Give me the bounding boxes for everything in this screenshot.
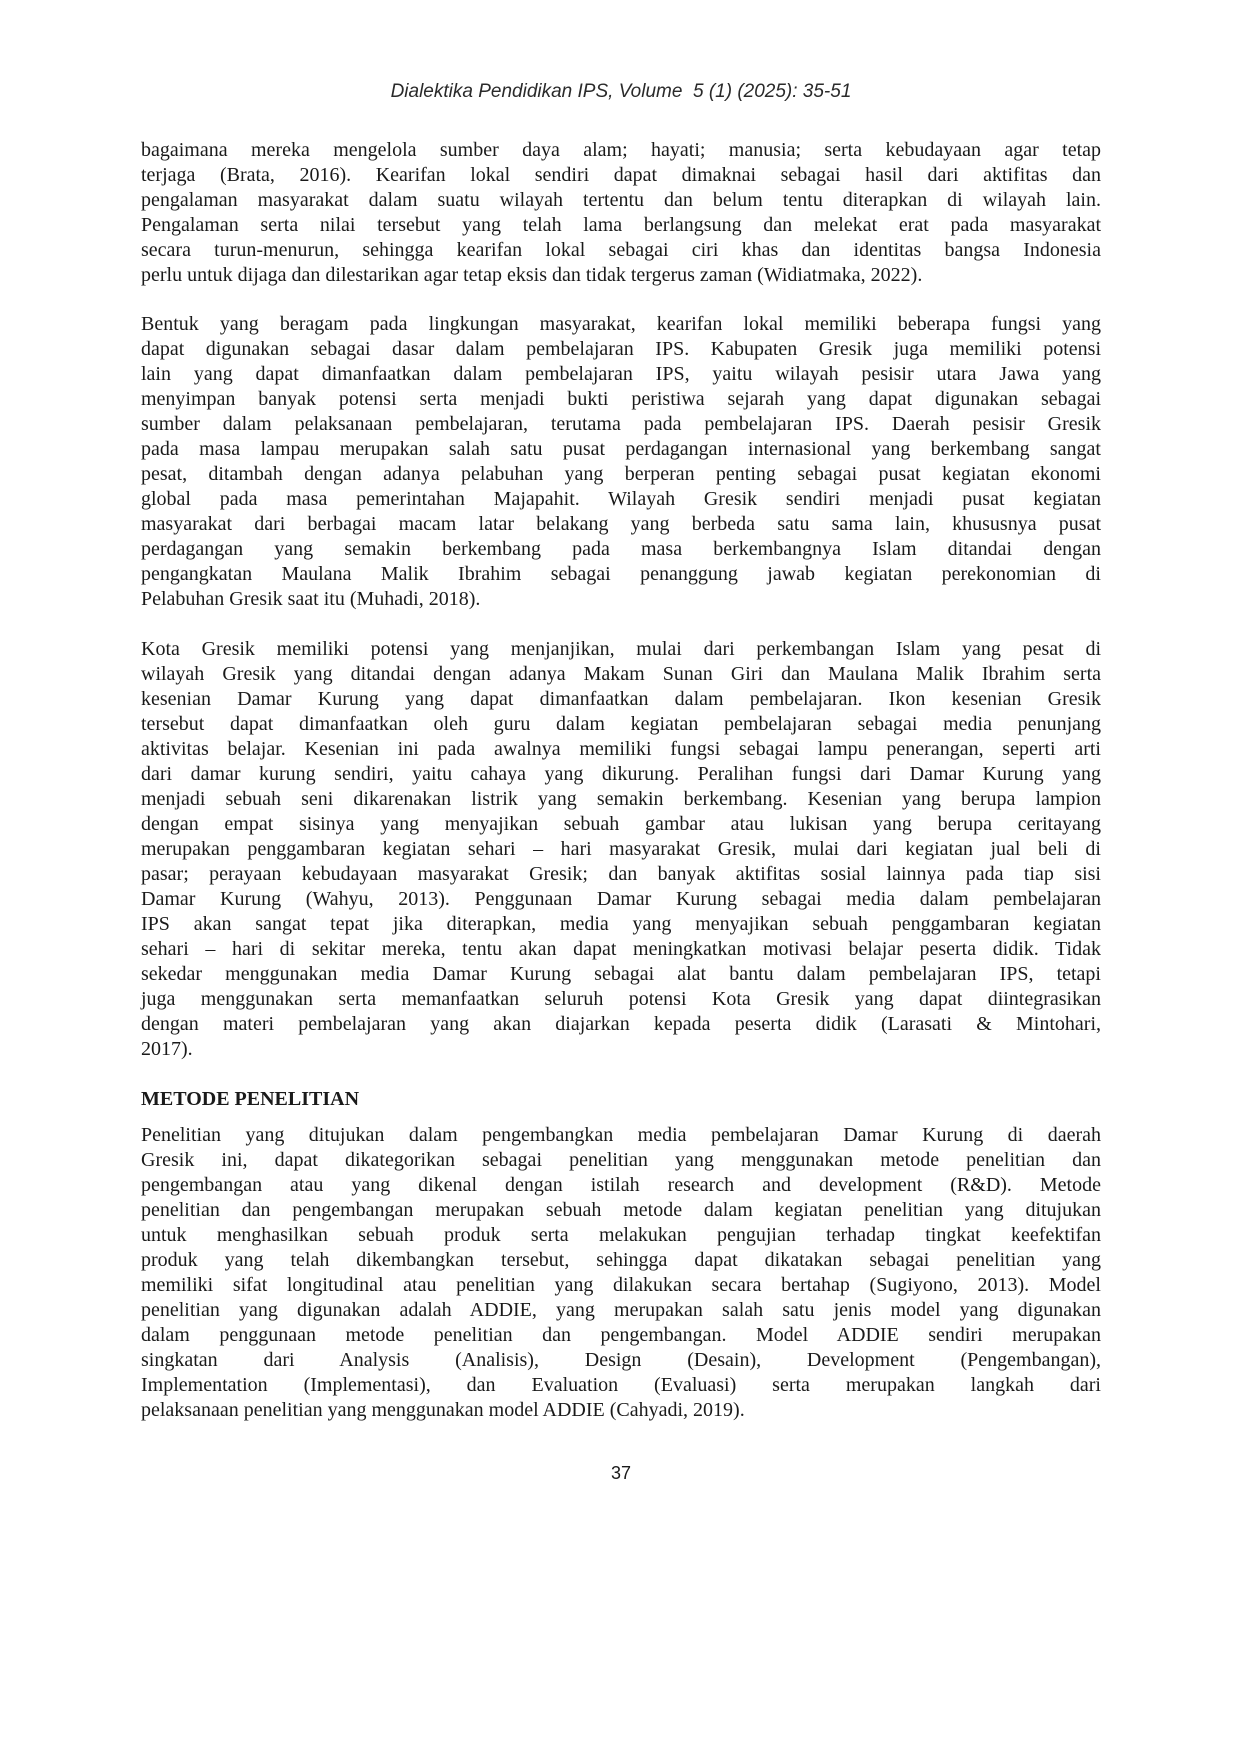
- paragraph-line: 2017).: [141, 1038, 193, 1060]
- paragraph-line: penelitian yang digunakan adalah ADDIE, yang merupakan salah satu jenis model yang digunakan: [141, 1299, 1101, 1321]
- paragraph-line: global pada masa pemerintahan Majapahit. Wilayah Gresik sendiri menjadi pusat kegiatan: [141, 488, 1101, 510]
- paragraph-line: memiliki sifat longitudinal atau penelitian yang dilakukan secara bertahap (Sugiyono, 2013). Model: [141, 1274, 1101, 1296]
- paragraph: [141, 637, 1101, 1062]
- paragraph-line: pada masa lampau merupakan salah satu pusat perdagangan internasional yang berkembang sangat: [141, 438, 1101, 460]
- paragraph-line: menyimpan banyak potensi serta menjadi bukti peristiwa sejarah yang dapat digunakan sebagai: [141, 388, 1101, 410]
- paragraph-line: dari damar kurung sendiri, yaitu cahaya yang dikurung. Peralihan fungsi dari Damar Kurung yang: [141, 763, 1101, 785]
- paragraph-line: sumber dalam pelaksanaan pembelajaran, terutama pada pembelajaran IPS. Daerah pesisir Gresik: [141, 413, 1101, 435]
- paragraph-line: masyarakat dari berbagai macam latar belakang yang berbeda satu sama lain, khususnya pusat: [141, 513, 1101, 535]
- paragraph-line: Penelitian yang ditujukan dalam pengembangkan media pembelajaran Damar Kurung di daerah: [141, 1124, 1101, 1146]
- paragraph-line: Kota Gresik memiliki potensi yang menjanjikan, mulai dari perkembangan Islam yang pesat di: [141, 638, 1101, 660]
- paragraph-line: produk yang telah dikembangkan tersebut, sehingga dapat dikatakan sebagai penelitian yang: [141, 1249, 1101, 1271]
- paragraph-line: pengembangan atau yang dikenal dengan istilah research and development (R&D). Metode: [141, 1174, 1101, 1196]
- paragraph-line: pasar; perayaan kebudayaan masyarakat Gresik; dan banyak aktifitas sosial lainnya pada tiap sisi: [141, 863, 1101, 885]
- paragraph-line: bagaimana mereka mengelola sumber daya alam; hayati; manusia; serta kebudayaan agar tetap: [141, 139, 1101, 161]
- running-header: Dialektika Pendidikan IPS, Volume 5 (1) (2025): 35-51: [390, 81, 852, 102]
- paragraph-line: dalam penggunaan metode penelitian dan pengembangan. Model ADDIE sendiri merupakan: [141, 1324, 1101, 1346]
- paragraph-line: pengalaman masyarakat dalam suatu wilayah tertentu dan belum tentu diterapkan di wilayah lain.: [141, 189, 1101, 211]
- paragraph-line: dengan materi pembelajaran yang akan diajarkan kepada peserta didik (Larasati & Mintohari,: [141, 1013, 1101, 1035]
- paragraph-line: wilayah Gresik yang ditandai dengan adanya Makam Sunan Giri dan Maulana Malik Ibrahim serta: [141, 663, 1101, 685]
- paragraph-line: kesenian Damar Kurung yang dapat dimanfaatkan dalam pembelajaran. Ikon kesenian Gresik: [141, 688, 1101, 710]
- paragraph: [141, 138, 1101, 288]
- paragraph-line: dapat digunakan sebagai dasar dalam pembelajaran IPS. Kabupaten Gresik juga memiliki potensi: [141, 338, 1101, 360]
- paragraph-line: Pengalaman serta nilai tersebut yang telah lama berlangsung dan melekat erat pada masyarakat: [141, 214, 1101, 236]
- paragraph-line: sekedar menggunakan media Damar Kurung sebagai alat bantu dalam pembelajaran IPS, tetapi: [141, 963, 1101, 985]
- page-number: 37: [610, 1463, 632, 1483]
- paragraph-line: merupakan penggambaran kegiatan sehari – hari masyarakat Gresik, mulai dari kegiatan jual beli di: [141, 838, 1101, 860]
- paragraph-line: dengan empat sisinya yang menyajikan sebuah gambar atau lukisan yang berupa ceritayang: [141, 813, 1101, 835]
- paragraph-line: IPS akan sangat tepat jika diterapkan, media yang menyajikan sebuah penggambaran kegiatan: [141, 913, 1101, 935]
- paragraph-line: perdagangan yang semakin berkembang pada masa berkembangnya Islam ditandai dengan: [141, 538, 1101, 560]
- paragraph-line: sehari – hari di sekitar mereka, tentu akan dapat meningkatkan motivasi belajar peserta didik. Tidak: [141, 938, 1101, 960]
- paragraph-line: Implementation (Implementasi), dan Evaluation (Evaluasi) serta merupakan langkah dari: [141, 1374, 1101, 1396]
- paragraph-line: penelitian dan pengembangan merupakan sebuah metode dalam kegiatan penelitian yang ditujukan: [141, 1199, 1101, 1221]
- paragraph-line: Bentuk yang beragam pada lingkungan masyarakat, kearifan lokal memiliki beberapa fungsi yang: [141, 313, 1101, 335]
- paragraph: [141, 312, 1101, 612]
- paragraph-line: pesat, ditambah dengan adanya pelabuhan yang berperan penting sebagai pusat kegiatan ekonomi: [141, 463, 1101, 485]
- paragraph-line: juga menggunakan serta memanfaatkan seluruh potensi Kota Gresik yang dapat diintegrasikan: [141, 988, 1101, 1010]
- paragraph-line: Gresik ini, dapat dikategorikan sebagai penelitian yang menggunakan metode penelitian dan: [141, 1149, 1101, 1171]
- paragraph-line: secara turun-menurun, sehingga kearifan lokal sebagai ciri khas dan identitas bangsa Indonesia: [141, 239, 1101, 261]
- paragraph-line: Damar Kurung (Wahyu, 2013). Penggunaan Damar Kurung sebagai media dalam pembelajaran: [141, 888, 1101, 910]
- paragraph-line: pengangkatan Maulana Malik Ibrahim sebagai penanggung jawab kegiatan perekonomian di: [141, 563, 1101, 585]
- paragraph-line: menjadi sebuah seni dikarenakan listrik yang semakin berkembang. Kesenian yang berupa lampion: [141, 788, 1101, 810]
- paragraph-line: tersebut dapat dimanfaatkan oleh guru dalam kegiatan pembelajaran sebagai media penunjang: [141, 713, 1101, 735]
- paragraph-line: pelaksanaan penelitian yang menggunakan model ADDIE (Cahyadi, 2019).: [141, 1399, 745, 1421]
- paragraph-line: lain yang dapat dimanfaatkan dalam pembelajaran IPS, yaitu wilayah pesisir utara Jawa yang: [141, 363, 1101, 385]
- paragraph-line: Pelabuhan Gresik saat itu (Muhadi, 2018).: [141, 588, 481, 610]
- paragraph-line: untuk menghasilkan sebuah produk serta melakukan pengujian terhadap tingkat keefektifan: [141, 1224, 1101, 1246]
- paragraph-line: terjaga (Brata, 2016). Kearifan lokal sendiri dapat dimaknai sebagai hasil dari aktifitas dan: [141, 164, 1101, 186]
- paragraph: [141, 1123, 1101, 1423]
- paragraph-line: singkatan dari Analysis (Analisis), Design (Desain), Development (Pengembangan),: [141, 1349, 1101, 1371]
- paragraph-line: aktivitas belajar. Kesenian ini pada awalnya memiliki fungsi sebagai lampu penerangan, seperti arti: [141, 738, 1101, 760]
- paragraph-line: perlu untuk dijaga dan dilestarikan agar tetap eksis dan tidak tergerus zaman (Widiatmaka, 2022).: [141, 264, 923, 286]
- section-heading: METODE PENELITIAN: [141, 1088, 360, 1110]
